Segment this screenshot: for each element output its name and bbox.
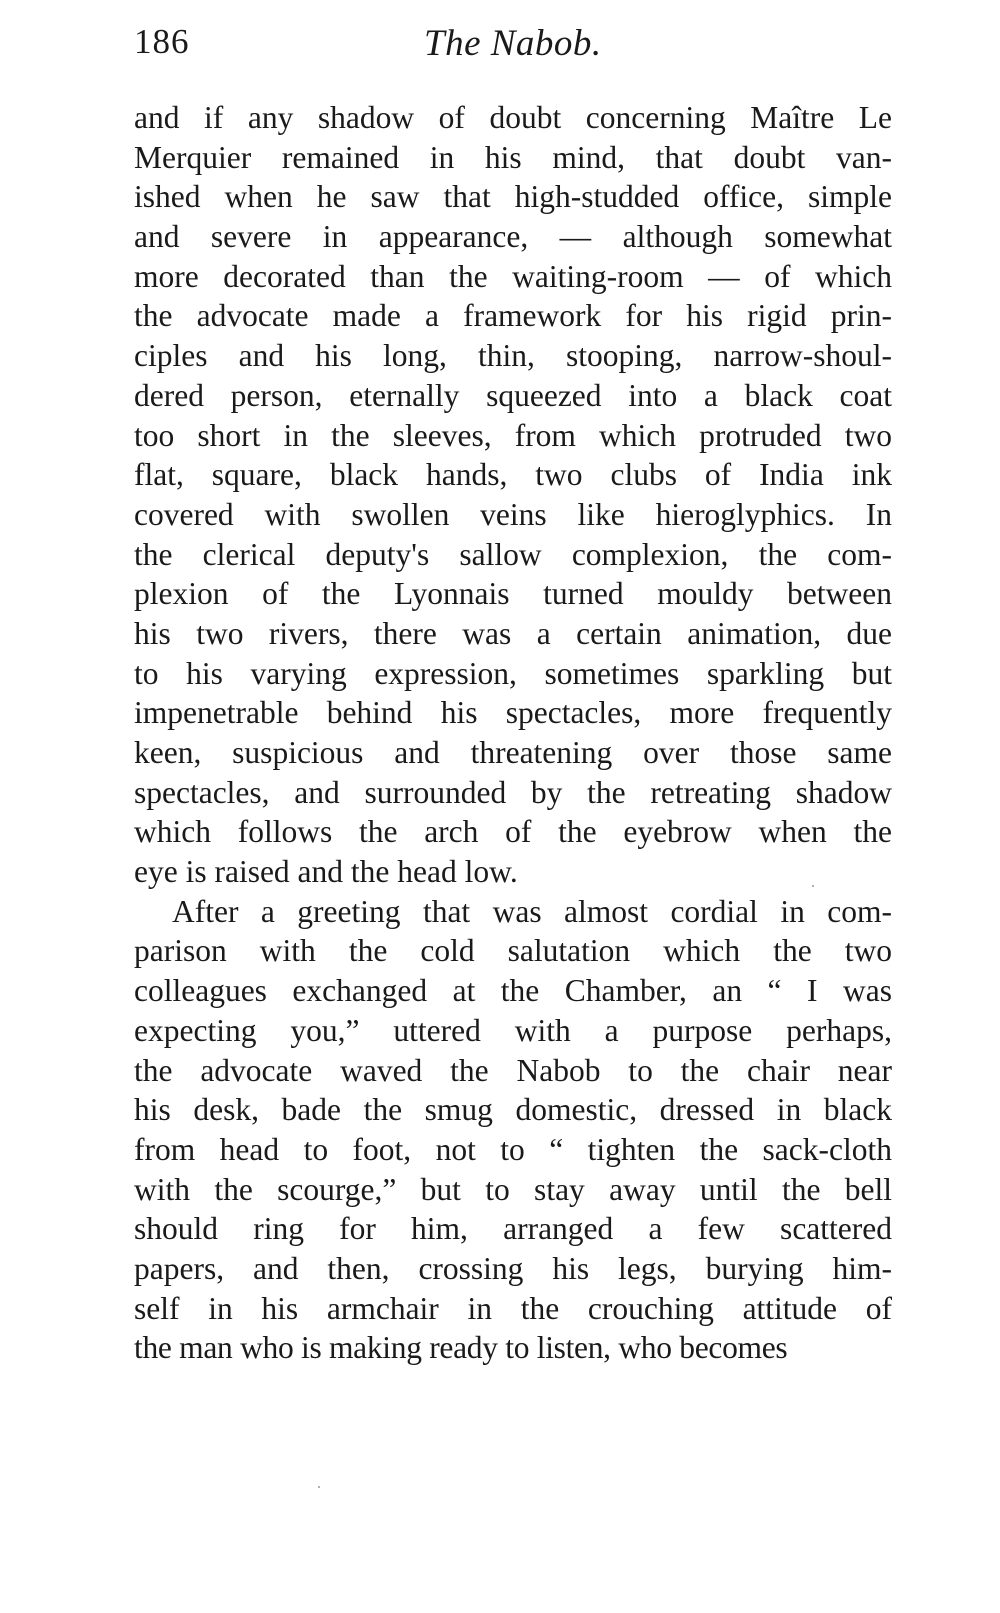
paragraph-1 bbox=[134, 98, 892, 892]
text-line: parison with the cold salutation which the two bbox=[134, 933, 892, 969]
text-line: too short in the sleeves, from which protruded two bbox=[134, 417, 892, 453]
text-line: self in his armchair in the crouching attitude of bbox=[134, 1290, 892, 1326]
text-line: eye is raised and the head low. bbox=[134, 854, 518, 890]
paper-speck bbox=[812, 885, 814, 887]
text-line: and severe in appearance, — although somewhat bbox=[134, 219, 892, 255]
text-line: impenetrable behind his spectacles, more frequently bbox=[134, 695, 892, 731]
text-line: After a greeting that was almost cordial in com- bbox=[172, 893, 892, 929]
text-line: spectacles, and surrounded by the retreating shadow bbox=[134, 774, 892, 810]
text-line: dered person, eternally squeezed into a black coat bbox=[134, 377, 892, 413]
text-line: should ring for him, arranged a few scattered bbox=[134, 1211, 892, 1247]
text-line: ciples and his long, thin, stooping, narrow-shoul- bbox=[134, 338, 892, 374]
text-line: the advocate made a framework for his rigid prin- bbox=[134, 298, 892, 334]
body-text bbox=[134, 98, 892, 1368]
paper-speck bbox=[318, 1486, 320, 1488]
text-line: the man who is making ready to listen, who becomes bbox=[134, 1330, 788, 1366]
text-line: and if any shadow of doubt concerning Maître Le bbox=[134, 100, 892, 135]
text-line: the advocate waved the Nabob to the chair near bbox=[134, 1052, 892, 1088]
page-number: 186 bbox=[134, 22, 190, 61]
page-header bbox=[134, 22, 892, 72]
paragraph-2 bbox=[134, 892, 892, 1368]
text-line: keen, suspicious and threatening over those same bbox=[134, 735, 892, 770]
text-line: which follows the arch of the eyebrow when the bbox=[134, 814, 892, 850]
text-line: covered with swollen veins like hieroglyphics. In bbox=[134, 496, 892, 532]
running-title: The Nabob. bbox=[424, 23, 602, 64]
text-line: flat, square, black hands, two clubs of India ink bbox=[134, 457, 892, 493]
text-line: from head to foot, not to “ tighten the sack-cloth bbox=[134, 1131, 892, 1167]
text-line: with the scourge,” but to stay away until the bell bbox=[134, 1171, 892, 1207]
text-line: Merquier remained in his mind, that doubt van- bbox=[134, 139, 892, 175]
text-line: to his varying expression, sometimes sparkling but bbox=[134, 655, 892, 691]
text-line: expecting you,” uttered with a purpose perhaps, bbox=[134, 1012, 892, 1048]
text-line: his desk, bade the smug domestic, dressed in black bbox=[134, 1092, 892, 1128]
text-line: his two rivers, there was a certain animation, due bbox=[134, 615, 892, 651]
text-line: plexion of the Lyonnais turned mouldy between bbox=[134, 576, 892, 612]
text-line: colleagues exchanged at the Chamber, an “ I was bbox=[134, 973, 892, 1009]
text-line: ished when he saw that high-studded office, simple bbox=[134, 179, 892, 215]
text-line: more decorated than the waiting-room — of which bbox=[134, 258, 892, 294]
text-line: papers, and then, crossing his legs, burying him- bbox=[134, 1250, 892, 1286]
text-line: the clerical deputy's sallow complexion, the com- bbox=[134, 536, 892, 572]
